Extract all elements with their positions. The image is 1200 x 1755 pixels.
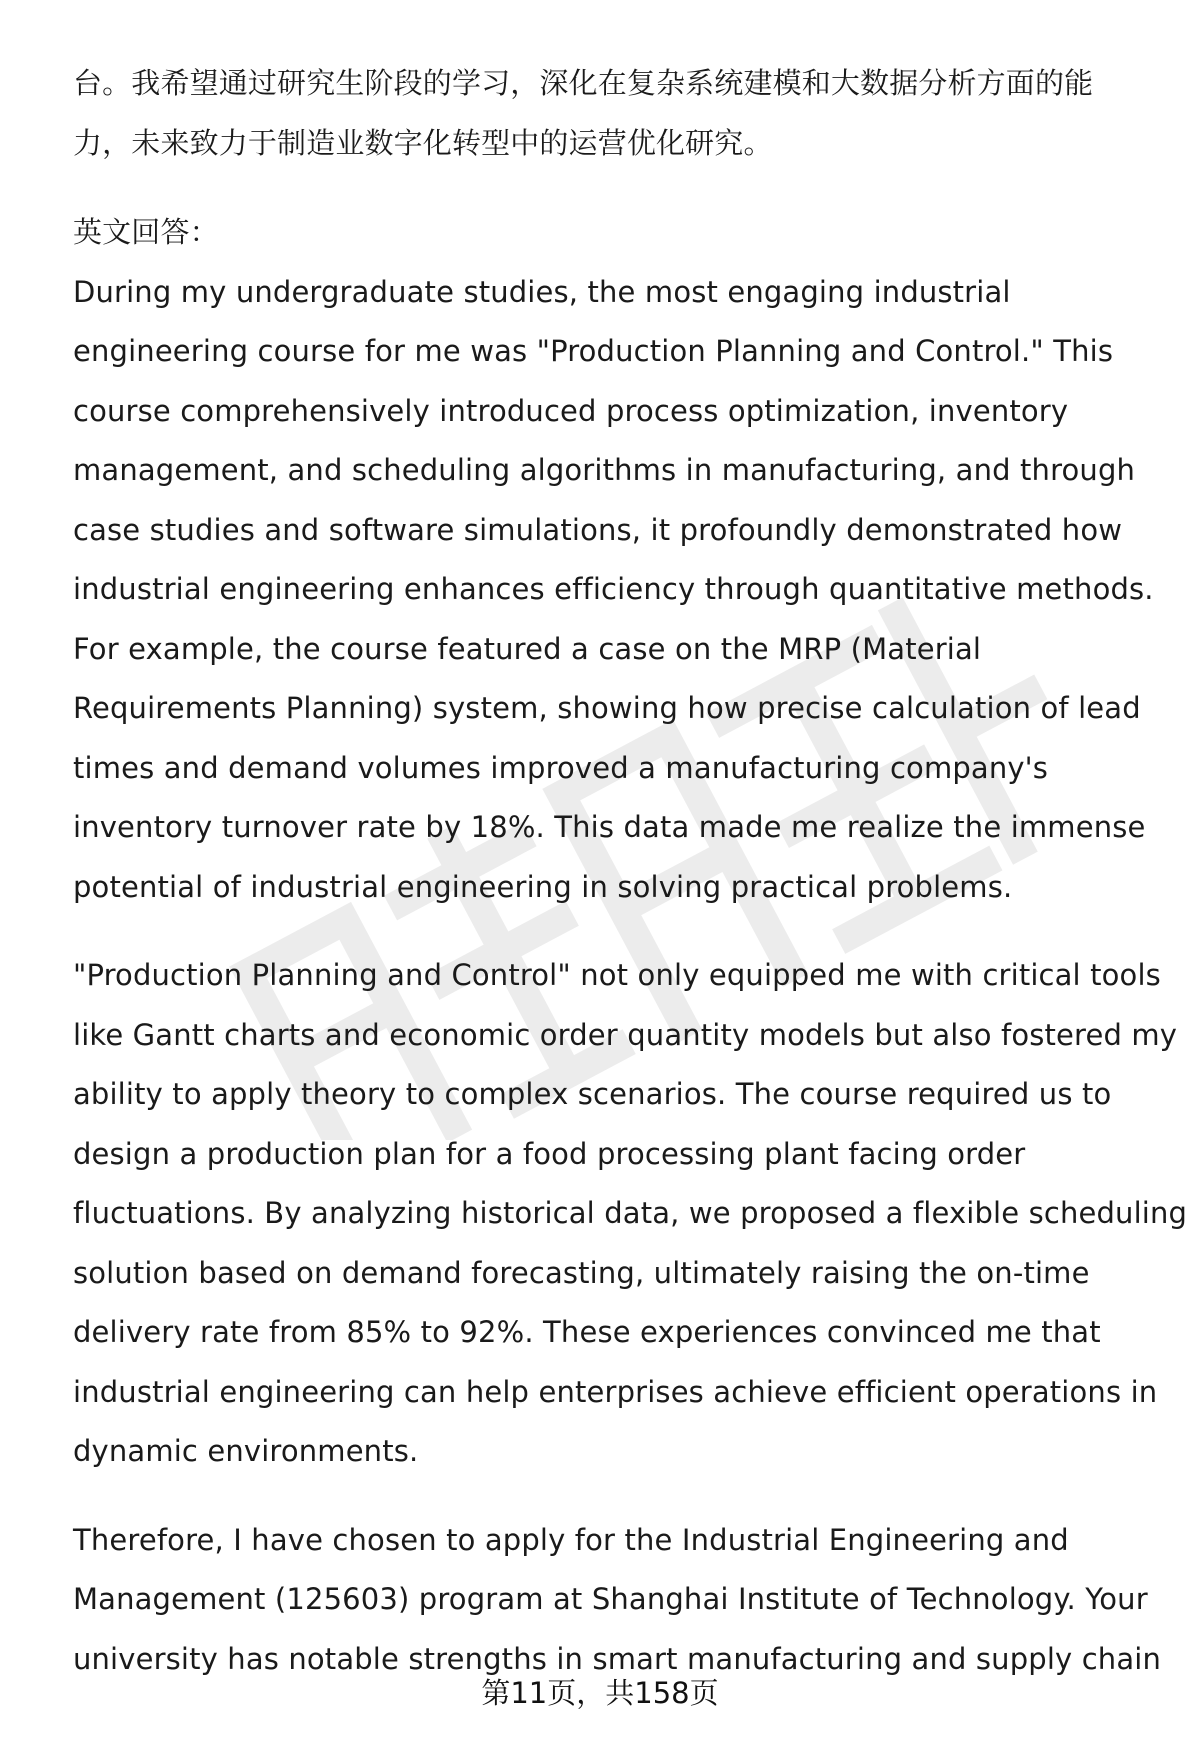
text-line: fluctuations. By analyzing historical data, we proposed a flexible scheduling	[73, 1196, 1188, 1230]
text-line: delivery rate from 85% to 92%. These experiences convinced me that	[73, 1315, 1101, 1349]
text-line: design a production plan for a food processing plant facing order	[73, 1136, 1026, 1171]
page-number-footer: 第11页，共158页	[481, 1676, 719, 1710]
english-paragraph-2	[73, 946, 1188, 1482]
english-paragraph-1	[73, 263, 1153, 918]
text-line: ability to apply theory to complex scenarios. The course required us to	[73, 1077, 1112, 1111]
text-line: university has notable strengths in smart manufacturing and supply chain	[73, 1641, 1161, 1676]
text-line: engineering course for me was "Production Planning and Control." This	[73, 334, 1114, 368]
text-line: solution based on demand forecasting, ultimately raising the on-time	[73, 1255, 1090, 1290]
text-line: 力，未来致力于制造业数字化转型中的运营优化研究。	[73, 125, 773, 160]
text-line: management, and scheduling algorithms in manufacturing, and through	[73, 453, 1136, 487]
text-line: For example, the course featured a case on the MRP (Material	[73, 631, 982, 666]
text-line: Therefore, I have chosen to apply for the Industrial Engineering and	[73, 1522, 1069, 1557]
section-label: 英文回答：	[73, 215, 219, 249]
text-line: 台。我希望通过研究生阶段的学习，深化在复杂系统建模和大数据分析方面的能	[73, 66, 1094, 100]
english-answer-heading	[73, 203, 1153, 263]
text-line: dynamic environments.	[73, 1434, 419, 1468]
text-line: "Production Planning and Control" not only equipped me with critical tools	[73, 958, 1161, 992]
text-line: inventory turnover rate by 18%. This data made me realize the immense	[73, 810, 1146, 844]
text-line: course comprehensively introduced process optimization, inventory	[73, 393, 1069, 428]
text-line: potential of industrial engineering in solving practical problems.	[73, 869, 1013, 904]
text-line: industrial engineering enhances efficiency through quantitative methods.	[73, 572, 1154, 606]
chinese-paragraph-tail	[73, 54, 1153, 173]
english-paragraph-3	[73, 1511, 1161, 1690]
text-line: times and demand volumes improved a manufacturing company's	[73, 750, 1049, 785]
text-line: Requirements Planning) system, showing how precise calculation of lead	[73, 691, 1141, 725]
text-line: like Gantt charts and economic order quantity models but also fostered my	[73, 1017, 1178, 1052]
text-line: case studies and software simulations, it profoundly demonstrated how	[73, 512, 1123, 547]
text-line: During my undergraduate studies, the most engaging industrial	[73, 274, 1011, 309]
text-line: Management (125603) program at Shanghai Institute of Technology. Your	[73, 1582, 1148, 1616]
text-line: industrial engineering can help enterprises achieve efficient operations in	[73, 1374, 1158, 1409]
document-body	[73, 54, 1188, 1689]
